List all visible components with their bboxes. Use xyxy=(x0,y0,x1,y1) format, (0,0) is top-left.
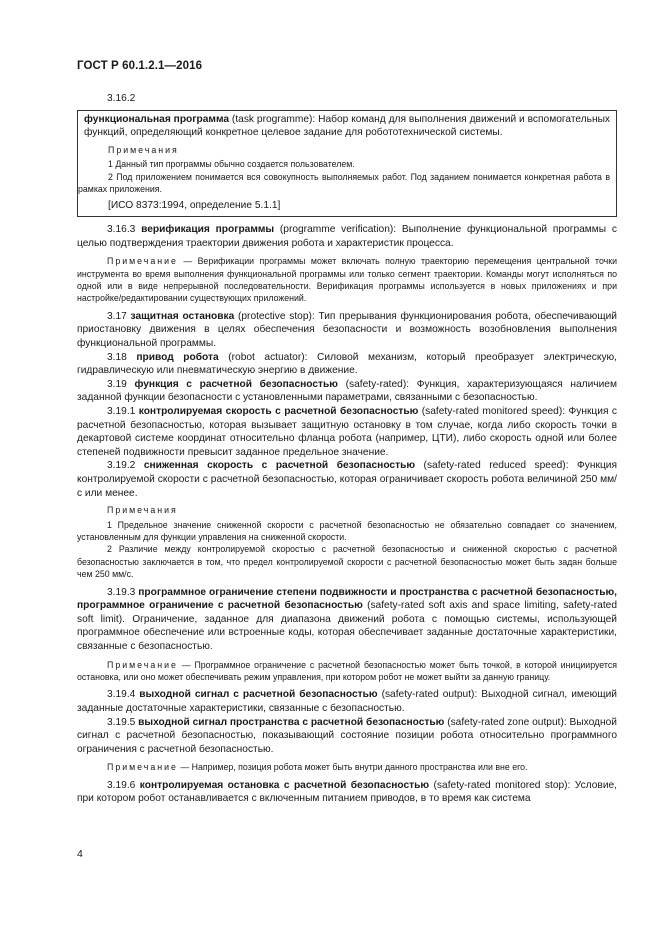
term: верификация программы xyxy=(141,224,275,235)
term: функциональная программа xyxy=(84,113,230,125)
definition-3-17: 3.17 защитная остановка (protective stop): Тип прерывания функционирования робота, обеспечивающий приостановку движения в целях обеспечения безопасности и возможность возобновления выполнения функциональной программы. xyxy=(77,310,617,349)
page-number: 4 xyxy=(77,848,83,860)
term: функция с расчетной безопасностью xyxy=(134,378,338,390)
definition-3-16-2 xyxy=(78,113,616,140)
definition-3-19-2: 3.19.2 сниженная скорость с расчетной безопасностью (safety-rated reduced speed): Функция контролируемой скорости с расчетной безопасностью, которая ограничивает скорость робота величиной 250 мм/с или менее. xyxy=(77,460,617,499)
term: привод робота xyxy=(136,351,219,363)
note-2: 2 Под приложением понимается вся совокупность выполняемых работ. Под заданием понимается конкретная работа в рамках приложения. xyxy=(78,171,610,194)
definition-box-3-16-2 xyxy=(77,110,617,217)
note-1: 1 Данный тип программы обычно создается пользователем. xyxy=(108,159,355,170)
document-body xyxy=(77,92,617,806)
note-3-19-5: Примечание — Например, позиция робота может быть внутри данного пространства или вне его. xyxy=(107,762,528,773)
term: контролируемая скорость с расчетной безопасностью xyxy=(138,405,419,417)
term: выходной сигнал пространства с расчетной безопасностью xyxy=(138,716,445,728)
note-3-19-3: Примечание — Программное ограничение с расчетной безопасностью может быть точкой, в которой инициируется остановка, или оно может обеспечивать режим управления, при котором робот не может выйти за данную границу. xyxy=(77,659,617,682)
term: защитная остановка xyxy=(130,310,235,322)
notes-heading-3-19-2: Примечания xyxy=(107,505,178,516)
term: выходной сигнал с расчетной безопасностью xyxy=(139,689,378,701)
term: сниженная скорость с расчетной безопасностью xyxy=(143,460,416,472)
definition-3-19-1: 3.19.1 контролируемая скорость с расчетной безопасностью (safety-rated monitored speed): Функция с расчетной безопасностью, которая вызывает защитную остановку в том случае, когда либо скорость точки в декартовой системе координат относительно фланца робота (например, ЦТИ), либо скорость одной или более степеней подвижности превысит заданное предельное значение. xyxy=(77,405,617,458)
definition-3-19: 3.19 функция с расчетной безопасностью (safety-rated): Функция, характеризующаяся наличием заданной функции безопасности с установленными параметрами, связанными с безопасностью. xyxy=(77,378,617,404)
note-3-19-2-2: 2 Различие между контролируемой скоростью с расчетной безопасностью и сниженной скоростью с расчетной безопасностью заключается в том, что предел контролируемой скорости с расчетной безопасностью может быть задан больше чем 250 мм/с. xyxy=(77,544,617,580)
notes-heading: Примечания xyxy=(108,144,179,155)
definition-3-16-3: 3.16.3 верификация программы (programme verification): Выполнение функциональной программы с целью подтверждения траектории движения робота и характеристик процесса. xyxy=(77,224,618,249)
term: программное ограничение степени подвижности и пространства с расчетной безопасностью, программное ограничение с расчетной безопасностью xyxy=(77,586,617,612)
section-number-3-16-2: 3.16.2 xyxy=(107,93,136,104)
reference: [ИСО 8373:1994, определение 5.1.1] xyxy=(108,200,281,212)
note-3-19-2-1: 1 Предельное значение сниженной скорости с расчетной безопасностью не обязательно совпадает со значением, установленным для функции управления на сниженной скорости. xyxy=(77,519,617,542)
definition-text: (task programme): Набор команд для выполнения движений и вспомогательных функций, определяющий конкретное целевое задание для робототехнической системы. xyxy=(84,113,610,139)
definition-3-18: 3.18 привод робота (robot actuator): Силовой механизм, который преобразует электрическую, гидравлическую или пневматическую энергию в движение. xyxy=(77,351,618,377)
definition-3-19-6: 3.19.6 контролируемая остановка с расчетной безопасностью (safety-rated monitored stop): Условие, при котором робот останавливается с включенным питанием приводов, в то время как система xyxy=(77,779,618,805)
definition-3-19-5: 3.19.5 выходной сигнал пространства с расчетной безопасностью (safety-rated zone output): Выходной сигнал с расчетной безопасностью, показывающий состояние позиции робота относительно программного ограничения с расчетной безопасностью. xyxy=(77,716,617,755)
definition-3-19-4: 3.19.4 выходной сигнал с расчетной безопасностью (safety-rated output): Выходной сигнал, имеющий заданные достаточные характеристики, связанные с безопасностью. xyxy=(77,689,617,714)
note-3-16-3: Примечание — Верификации программы может включать полную траекторию перемещения центральной точки инструмента во время выполнения функциональной программы или только сегмент траектории. Команды могут исполняться по одной или в виде непрерывной последовательности. Верификация программы используется в новых приложениях и при настройке/редактировании существующих приложений. xyxy=(77,256,617,304)
document-header: ГОСТ Р 60.1.2.1—2016 xyxy=(77,60,203,72)
term: контролируемая остановка с расчетной безопасностью xyxy=(139,779,430,791)
definition-3-19-3: 3.19.3 программное ограничение степени подвижности и пространства с расчетной безопасностью, программное ограничение с расчетной безопасностью (safety-rated soft axis and space limiting, safety-rated soft limit). Ограничение, заданное для диапазона движений робота с помощью системы, использующей программное обеспечение или встроенные коды, которая обеспечивает заданные достаточные характеристики, связанные с безопасностью. xyxy=(77,586,617,652)
